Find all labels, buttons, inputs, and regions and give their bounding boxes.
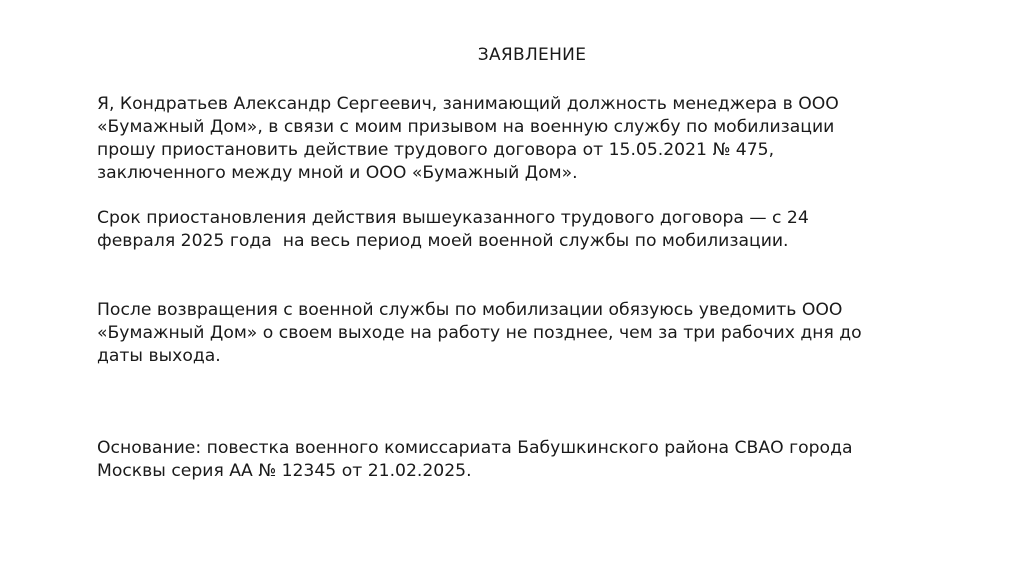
text-line: «Бумажный Дом» о своем выходе на работу не позднее, чем за три рабочих дня до <box>97 323 862 343</box>
text-line: Москвы серия АА № 12345 от 21.02.2025. <box>97 461 472 481</box>
text-line: Я, Кондратьев Александр Сергеевич, занимающий должность менеджера в ООО <box>97 94 839 114</box>
text-line: «Бумажный Дом», в связи с моим призывом на военную службу по мобилизации <box>97 117 835 137</box>
document-title: ЗАЯВЛЕНИЕ <box>477 45 587 65</box>
paragraph-basis <box>97 437 967 483</box>
text-line: Основание: повестка военного комиссариата Бабушкинского района СВАО города <box>97 438 853 458</box>
text-line: Срок приостановления действия вышеуказанного трудового договора — с 24 <box>97 208 809 228</box>
paragraph-request <box>97 93 967 185</box>
text-line: После возвращения с военной службы по мобилизации обязуюсь уведомить ООО <box>97 300 843 320</box>
text-line: даты выхода. <box>97 346 221 366</box>
text-line: прошу приостановить действие трудового договора от 15.05.2021 № 475, <box>97 140 775 160</box>
paragraph-return-notice <box>97 299 967 368</box>
paragraph-suspension-term <box>97 207 967 253</box>
text-line: заключенного между мной и ООО «Бумажный Дом». <box>97 163 578 183</box>
text-line: февраля 2025 года на весь период моей военной службы по мобилизации. <box>97 231 789 251</box>
